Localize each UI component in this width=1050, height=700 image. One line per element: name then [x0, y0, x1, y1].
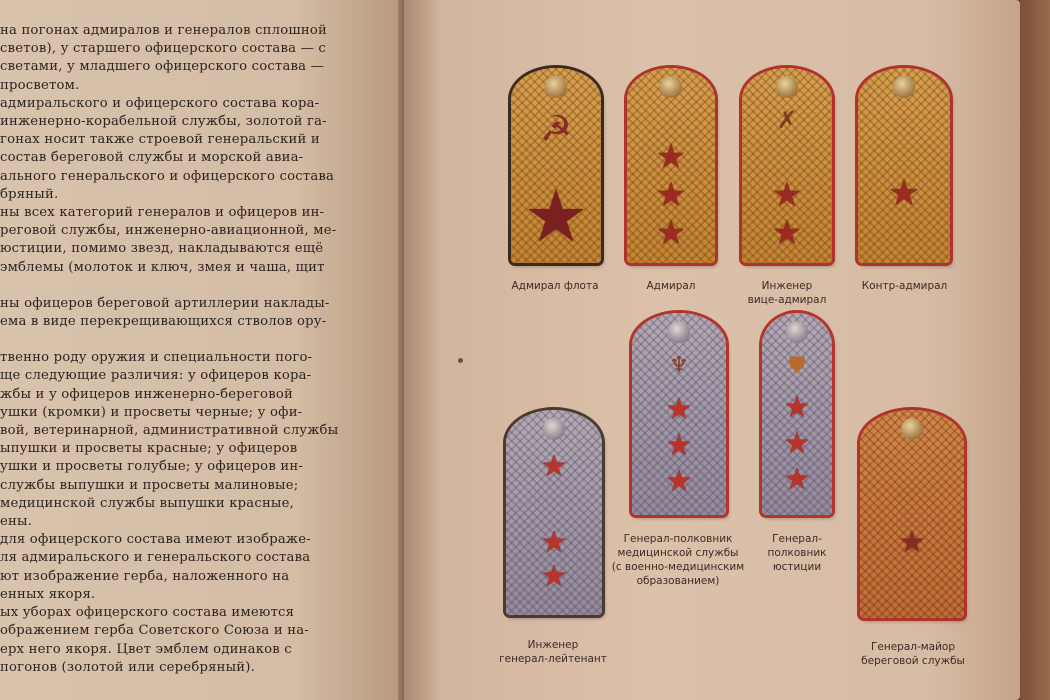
strap-button-icon [543, 418, 565, 440]
text-line: ых уборах офицерского состава имеются [0, 605, 295, 621]
left-page-text [0, 22, 392, 677]
star-icon: ★ [540, 449, 568, 484]
paper-speck [458, 358, 463, 363]
text-line: ерх него якоря. Цвет эмблем одинаков с [0, 641, 292, 657]
text-line: твенно роду оружия и специальности пого- [0, 350, 313, 366]
text-line: погонов (золотой или серебряный). [0, 659, 256, 675]
text-line: на погонах адмиралов и генералов сплошной [0, 23, 327, 38]
text-line: службы выпушки и просветы малиновые; [0, 477, 299, 493]
text-line: вой, ветеринарной, административной службы [0, 423, 339, 439]
text-line: ля адмиральского и генеральского состава [0, 550, 311, 566]
star-icon: ★ [771, 175, 803, 215]
table-edge [1020, 0, 1050, 700]
caption-line: образованием) [636, 575, 720, 587]
shoulder-strap-rear-admiral [858, 68, 950, 263]
caption-admiral-of-fleet [490, 279, 620, 293]
text-line: ны всех категорий генералов и офицеров ин- [0, 205, 325, 221]
shoulder-strap-admiral-of-fleet [511, 68, 601, 263]
text-line: светами, у младшего офицерского состава — [0, 59, 324, 75]
text-line: светов), у старшего офицерского состава — с [0, 41, 326, 57]
star-icon: ★ [655, 175, 687, 215]
text-line [0, 277, 392, 295]
star-icon: ★ [783, 390, 811, 425]
star-icon: ★ [540, 525, 568, 560]
text-line: просветом. [0, 77, 80, 93]
text-line: бряный. [0, 186, 59, 202]
caption-line: Генерал- [772, 533, 822, 545]
caption-engineer-vice-admiral [722, 279, 852, 307]
caption-line: юстиции [772, 561, 822, 573]
shoulder-strap-colonel-general-medical [632, 313, 726, 515]
text-line: юстиции, помимо звезд, накладываются ещё [0, 241, 324, 257]
star-icon: ★ [887, 173, 921, 214]
star-icon: ★ [783, 462, 811, 497]
star-icon: ★ [523, 174, 589, 258]
caption-major-general-coastal [838, 640, 988, 668]
text-line: эмблемы (молоток и ключ, змея и чаша, щит [0, 259, 325, 275]
star-icon: ★ [771, 213, 803, 253]
star-icon: ★ [655, 137, 687, 177]
caption-line: генерал-лейтенант [499, 653, 607, 665]
strap-button-icon [668, 321, 690, 343]
caption-rear-admiral [837, 279, 972, 293]
caption-colonel-general-justice [747, 532, 847, 574]
text-line: гонах носит также строевой генеральский и [0, 132, 320, 148]
cup-and-snake-icon: ♆ [669, 353, 689, 378]
text-line: ют изображение герба, наложенного на [0, 568, 290, 584]
text-line: состав береговой службы и морской авиа- [0, 150, 304, 166]
text-line: енных якоря. [0, 586, 96, 602]
strap-button-icon [660, 76, 682, 98]
text-line: ны офицеров береговой артиллерии наклады- [0, 295, 330, 311]
text-line: жбы и у офицеров инженерно-береговой [0, 386, 293, 402]
caption-line: береговой службы [861, 655, 965, 667]
text-line [0, 331, 392, 349]
star-icon: ★ [898, 525, 926, 560]
shoulder-strap-admiral [627, 68, 715, 263]
text-line: ображением герба Советского Союза и на- [0, 623, 309, 639]
star-icon: ★ [665, 428, 693, 463]
star-icon: ★ [655, 213, 687, 253]
text-line: ще следующие различия: у офицеров кора- [0, 368, 312, 384]
caption-line: Адмирал флота [511, 280, 599, 292]
caption-line: Генерал-майор [870, 641, 956, 653]
text-line: ушки и просветы голубые; у офицеров ин- [0, 459, 303, 475]
caption-engineer-lieutenant-general [478, 638, 628, 666]
star-icon: ★ [783, 426, 811, 461]
text-line: ушки (кромки) и просветы черные; у офи- [0, 404, 303, 420]
caption-line: Инженер [527, 639, 579, 651]
shoulder-strap-major-general-coastal [860, 410, 964, 618]
text-line: реговой службы, инженерно-авиационной, ме- [0, 223, 337, 239]
text-line: медицинской службы выпушки красные, [0, 495, 295, 511]
caption-admiral [606, 279, 736, 293]
caption-line: Генерал-полковник [623, 533, 733, 545]
shoulder-strap-engineer-lieutenant-general [506, 410, 602, 615]
text-line: ыпушки и просветы красные; у офицеров [0, 441, 298, 457]
text-line: ального генеральского и офицерского состава [0, 168, 335, 184]
strap-button-icon [776, 76, 798, 98]
caption-line: (с военно-медицинским [611, 561, 745, 573]
caption-line: вице-адмирал [747, 294, 827, 306]
caption-line: полковник [767, 547, 827, 559]
strap-button-icon [545, 76, 567, 98]
text-line: ема в виде перекрещивающихся стволов ору- [0, 314, 327, 330]
caption-colonel-general-medical [598, 532, 758, 588]
shield-icon: ⛊ [788, 353, 806, 378]
text-line: адмиральского и офицерского состава кора- [0, 95, 320, 111]
shoulder-strap-engineer-vice-admiral [742, 68, 832, 263]
star-icon: ★ [540, 559, 568, 594]
star-icon: ★ [665, 392, 693, 427]
star-icon: ★ [665, 464, 693, 499]
text-line: для офицерского состава имеют изображе- [0, 532, 311, 548]
shoulder-strap-colonel-general-justice [762, 313, 832, 515]
text-line: инженерно-корабельной службы, золотой га- [0, 114, 327, 130]
caption-line: Контр-адмирал [861, 280, 948, 292]
caption-line: Инженер [761, 280, 813, 292]
hammer-wrench-icon: ✗ [776, 106, 798, 134]
hammer-sickle-icon: ☭ [539, 109, 573, 150]
caption-line: медицинской службы [617, 547, 739, 559]
strap-button-icon [901, 418, 923, 440]
text-line: ены. [0, 514, 33, 530]
left-page [0, 0, 420, 700]
strap-button-icon [893, 76, 915, 98]
caption-line: Адмирал [646, 280, 696, 292]
strap-button-icon [786, 321, 808, 343]
